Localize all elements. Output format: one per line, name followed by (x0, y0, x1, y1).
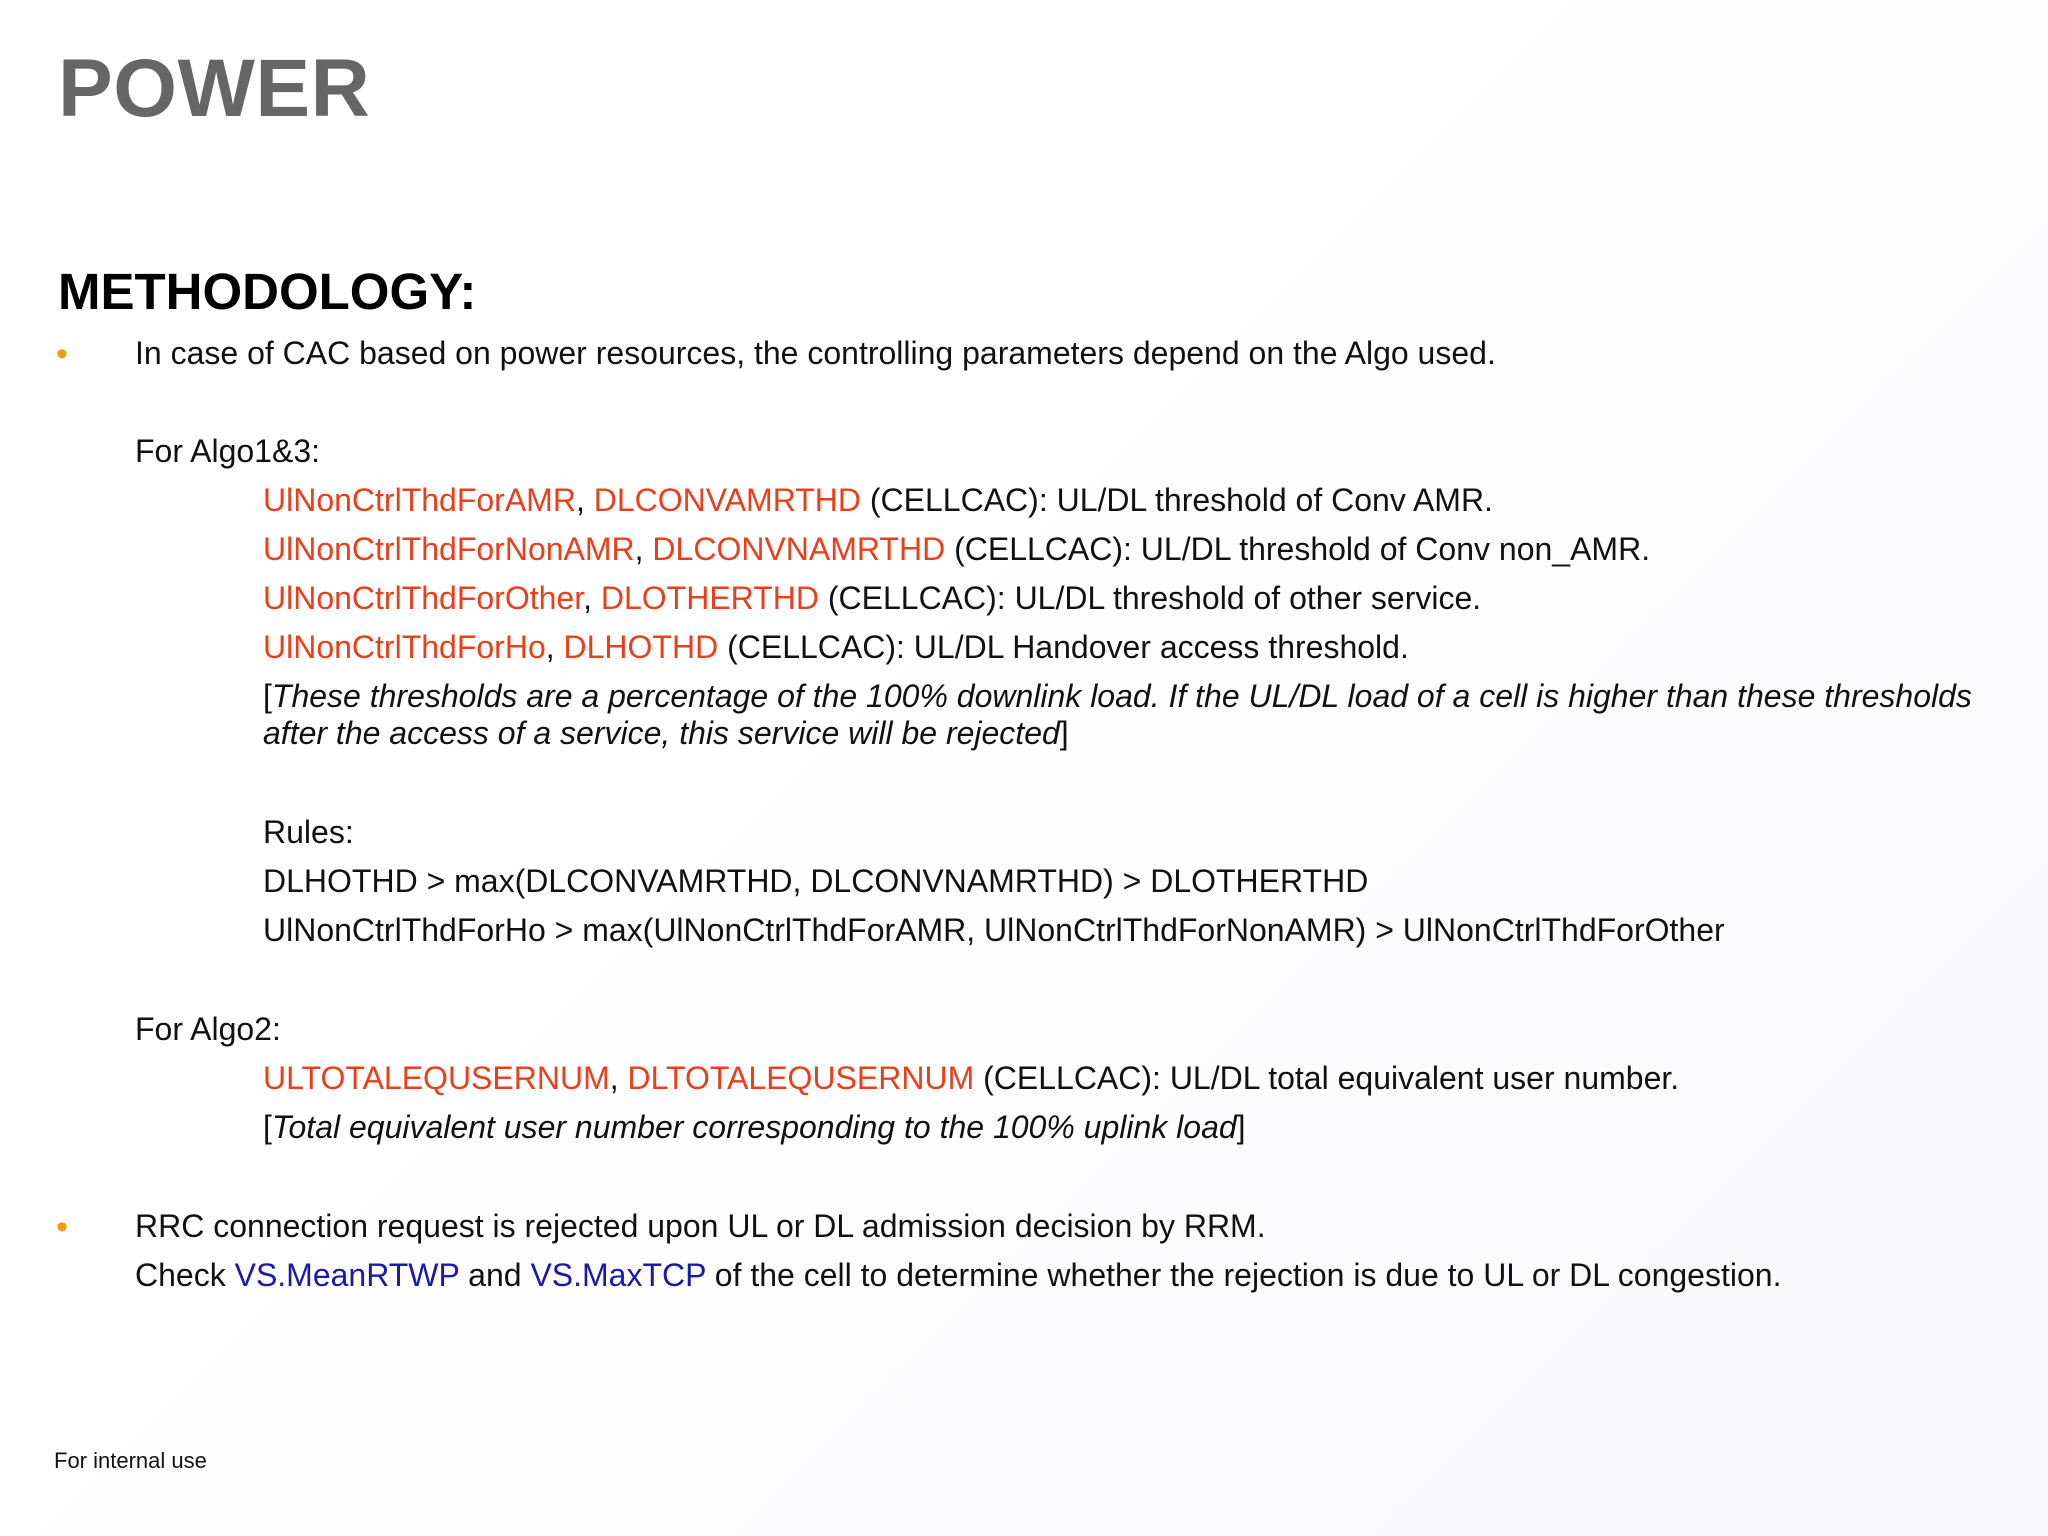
param-name: UlNonCtrlThdForOther (263, 580, 584, 616)
param-description: (CELLCAC): UL/DL Handover access threshold. (718, 629, 1409, 665)
param-name: DLHOTHD (563, 629, 719, 665)
algo13-param-row (263, 482, 1493, 519)
bracket-close: ] (1236, 1109, 1246, 1145)
param-name: ULTOTALEQUSERNUM (263, 1060, 610, 1096)
check-counters-line (135, 1257, 1781, 1294)
counter-name: VS.MaxTCP (530, 1257, 706, 1293)
section-heading: METHODOLOGY: (58, 263, 477, 320)
bracket-open: [ (263, 678, 272, 714)
bullet-1-text: In case of CAC based on power resources, the controlling parameters depend on the Algo used. (135, 335, 1496, 371)
param-name: DLCONVAMRTHD (593, 482, 861, 518)
rules-label: Rules: (263, 814, 354, 850)
algo13-param-row (263, 531, 1650, 568)
param-name: UlNonCtrlThdForAMR (263, 482, 576, 518)
param-name: UlNonCtrlThdForHo (263, 629, 546, 665)
check-suffix: of the cell to determine whether the rejection is due to UL or DL congestion. (705, 1257, 1782, 1293)
param-name: DLCONVNAMRTHD (652, 531, 946, 567)
param-description: (CELLCAC): UL/DL threshold of Conv non_AMR. (945, 531, 1651, 567)
param-separator: , (545, 629, 564, 665)
note-text: Total equivalent user number corresponding to the 100% uplink load (271, 1109, 1237, 1145)
bullet-dot-2: • (56, 1208, 68, 1246)
algo2-note (263, 1109, 1246, 1146)
counter-name: VS.MeanRTWP (234, 1257, 460, 1293)
bullet-2-text: RRC connection request is rejected upon UL or DL admission decision by RRM. (135, 1208, 1266, 1244)
param-name: UlNonCtrlThdForNonAMR (263, 531, 635, 567)
bracket-open: [ (263, 1109, 272, 1145)
param-separator: , (609, 1060, 628, 1096)
algo13-threshold-note (263, 678, 2003, 752)
algo2-label: For Algo2: (135, 1011, 281, 1047)
param-separator: , (634, 531, 653, 567)
check-prefix: Check (135, 1257, 235, 1293)
algo13-label: For Algo1&3: (135, 433, 320, 469)
rule-dl: DLHOTHD > max(DLCONVAMRTHD, DLCONVNAMRTHD) > DLOTHERTHD (263, 863, 1369, 899)
bullet-dot-1: • (56, 335, 68, 373)
param-description: (CELLCAC): UL/DL threshold of Conv AMR. (861, 482, 1493, 518)
note-text: These thresholds are a percentage of the 100% downlink load. If the UL/DL load of a cell is higher than these thresholds after the access of a service, this service will be rejected (263, 678, 1972, 751)
algo13-param-row (263, 580, 1481, 617)
and-text: and (459, 1257, 531, 1293)
footer-label: For internal use (54, 1448, 207, 1473)
param-separator: , (575, 482, 594, 518)
param-name: DLOTHERTHD (600, 580, 819, 616)
param-description: (CELLCAC): UL/DL total equivalent user number. (974, 1060, 1680, 1096)
param-description: (CELLCAC): UL/DL threshold of other service. (818, 580, 1482, 616)
algo13-param-row (263, 629, 1409, 666)
param-separator: , (583, 580, 601, 616)
rule-ul: UlNonCtrlThdForHo > max(UlNonCtrlThdForAMR, UlNonCtrlThdForNonAMR) > UlNonCtrlThdForOther (263, 912, 1725, 948)
bracket-close: ] (1059, 714, 1069, 751)
slide-title: POWER (58, 43, 371, 134)
algo2-param-row (263, 1060, 1679, 1097)
param-name: DLTOTALEQUSERNUM (627, 1060, 975, 1096)
